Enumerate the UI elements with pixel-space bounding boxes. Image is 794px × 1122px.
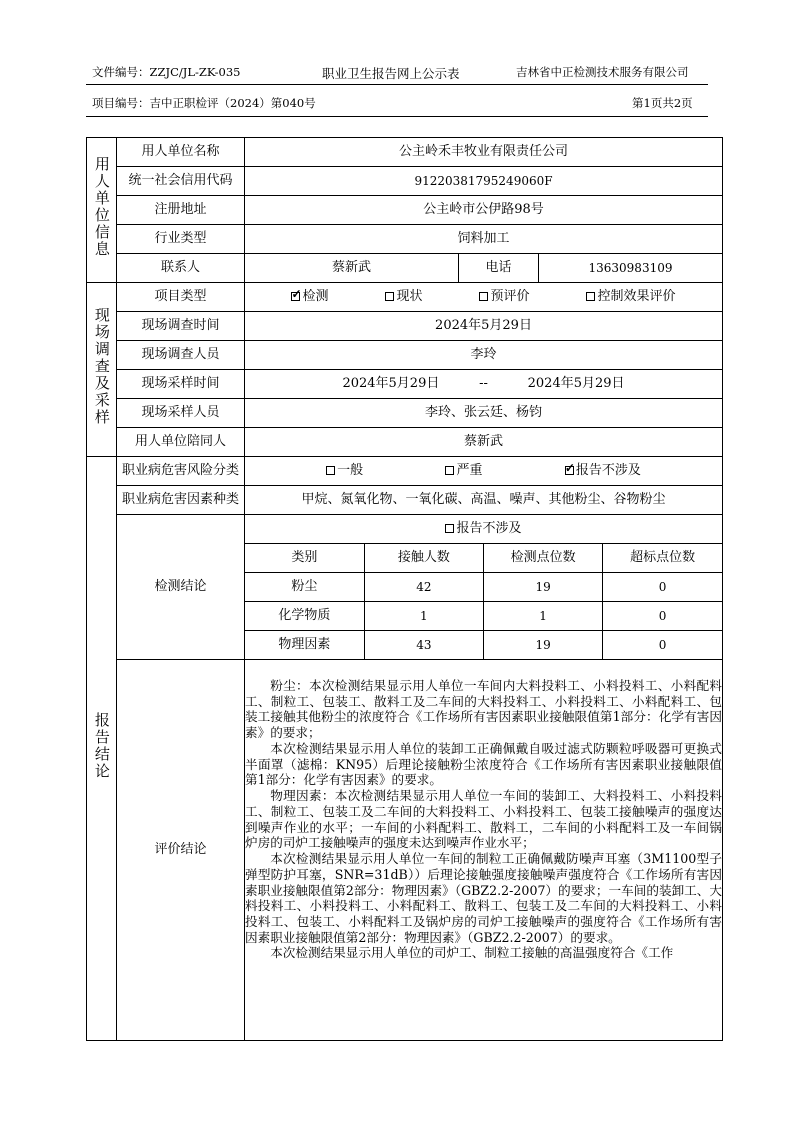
table-header-row	[245, 544, 722, 573]
checkbox-icon	[479, 292, 488, 301]
address: 公主岭市公伊路98号	[245, 196, 723, 225]
address-label: 注册地址	[117, 196, 245, 225]
exceed-cell: 0	[603, 602, 722, 631]
contact-person: 蔡新武	[245, 254, 459, 283]
sampling-time-label: 现场采样时间	[117, 370, 245, 399]
table-row	[245, 631, 722, 660]
table-row	[245, 573, 722, 602]
contact-label: 联系人	[117, 254, 245, 283]
eval-paragraph: 本次检测结果显示用人单位一车间的制粒工正确佩戴防噪声耳塞（3M1100型子弹型防护耳塞，SNR=31dB））后理论接触强度接触噪声强度符合《工作场所有害因素职业接触限值第2部分：物理因素》（GBZ2.2-2007）的要求；一车间的装卸工、大料投料工、小料投料工、小料配料工、散料工、包装工及二车间的大料投料工、小料投料工、包装工、小料配料工及锅炉房的司炉工接触噪声的强度符合《工作场所有害因素职业接触限值第2部分：物理因素》（GBZ2.2-2007）的要求。	[245, 851, 722, 945]
project-type-label: 项目类型	[117, 283, 245, 312]
sampler: 李玲、张云廷、杨钧	[245, 399, 723, 428]
exceed-cell: 0	[603, 631, 722, 660]
checkbox-icon	[445, 524, 454, 533]
column-header: 类别	[245, 544, 364, 573]
detection-not-involved[interactable]: 报告不涉及	[245, 515, 722, 544]
hazard-factors-label: 职业病危害因素种类	[117, 486, 245, 515]
phone-label: 电话	[459, 254, 539, 283]
escort-label: 用人单位陪同人	[117, 428, 245, 457]
project-type-options	[245, 283, 723, 312]
category-cell: 物理因素	[245, 631, 364, 660]
category-cell: 化学物质	[245, 602, 364, 631]
industry-label: 行业类型	[117, 225, 245, 254]
eval-paragraph: 粉尘：本次检测结果显示用人单位一车间内大料投料工、小料投料工、小料配料工、制粒工、包装工、散料工及二车间的大料投料工、小料投料工、小料配料工、包装工接触其他粉尘的浓度符合《工作场所有害因素职业接触限值第1部分：化学有害因素》的要求；	[245, 678, 722, 741]
category-cell: 粉尘	[245, 573, 364, 602]
section-report-conclusion: 报告结论	[87, 457, 117, 1041]
page-info: 第1页共2页	[632, 96, 693, 110]
detection-table	[245, 515, 722, 659]
points-cell: 19	[484, 573, 603, 602]
exposed-cell: 42	[364, 573, 483, 602]
risk-class-label: 职业病危害风险分类	[117, 457, 245, 486]
project-number: 项目编号：吉中正职检评（2024）第040号	[92, 96, 316, 110]
surveyor-label: 现场调查人员	[117, 341, 245, 370]
header-rule-top	[86, 84, 708, 85]
company-name: 吉林省中正检测技术服务有限公司	[516, 65, 689, 79]
header-rule-bottom	[86, 116, 708, 117]
exposed-cell: 43	[364, 631, 483, 660]
checkbox-checked-icon	[291, 292, 300, 301]
option-not-involved[interactable]: ✓ 报告不涉及	[565, 463, 641, 479]
sampling-start: 2024年5月29日	[342, 375, 440, 391]
points-cell: 1	[484, 602, 603, 631]
sampler-label: 现场采样人员	[117, 399, 245, 428]
employer-name-label: 用人单位名称	[117, 138, 245, 167]
checkbox-checked-icon	[565, 466, 574, 475]
section-survey-sampling: 现场调查及采样	[87, 283, 117, 457]
sampling-separator: --	[479, 375, 488, 391]
evaluation-conclusion	[245, 660, 723, 1041]
detection-conclusion	[245, 515, 723, 660]
option-general[interactable]: 一般	[326, 463, 363, 479]
hazard-factors: 甲烷、氮氧化物、一氧化碳、高温、噪声、其他粉尘、谷物粉尘	[245, 486, 723, 515]
sampling-time	[245, 370, 723, 399]
disclosure-table	[86, 137, 723, 1041]
exposed-cell: 1	[364, 602, 483, 631]
credit-code: 91220381795249060F	[245, 167, 723, 196]
evaluation-conclusion-label: 评价结论	[117, 660, 245, 1041]
risk-class-options	[245, 457, 723, 486]
survey-time: 2024年5月29日	[245, 312, 723, 341]
table-row	[245, 602, 722, 631]
section-employer-info: 用人单位信息	[87, 138, 117, 283]
survey-time-label: 现场调查时间	[117, 312, 245, 341]
doc-number: 文件编号：ZZJC/JL-ZK-035	[92, 65, 241, 79]
eval-paragraph: 物理因素：本次检测结果显示用人单位一车间的装卸工、大料投料工、小料投料工、制粒工、包装工及二车间的大料投料工、小料投料工、包装工接触噪声的强度达到噪声作业的水平；一车间的小料配料工、散料工，二车间的小料配料工及一车间锅炉房的司炉工接触噪声的强度未达到噪声作业水平；	[245, 788, 722, 851]
option-detection[interactable]: ✓ 检测	[291, 289, 328, 305]
exceed-cell: 0	[603, 573, 722, 602]
column-header: 接触人数	[364, 544, 483, 573]
option-current-status[interactable]: 现状	[385, 289, 422, 305]
phone-number: 13630983109	[539, 254, 723, 283]
checkbox-icon	[326, 466, 335, 475]
form-title: 职业卫生报告网上公示表	[322, 66, 460, 81]
checkbox-icon	[385, 292, 394, 301]
employer-name: 公主岭禾丰牧业有限责任公司	[245, 138, 723, 167]
option-control-effect[interactable]: 控制效果评价	[586, 289, 675, 305]
checkbox-icon	[586, 292, 595, 301]
checkbox-icon	[445, 466, 454, 475]
eval-paragraph: 本次检测结果显示用人单位的司炉工、制粒工接触的高温强度符合《工作	[270, 945, 674, 961]
surveyor: 李玲	[245, 341, 723, 370]
column-header: 超标点位数	[603, 544, 722, 573]
sampling-end: 2024年5月29日	[527, 375, 625, 391]
option-severe[interactable]: 严重	[445, 463, 482, 479]
column-header: 检测点位数	[484, 544, 603, 573]
detection-conclusion-label: 检测结论	[117, 515, 245, 660]
industry: 饲料加工	[245, 225, 723, 254]
escort: 蔡新武	[245, 428, 723, 457]
credit-code-label: 统一社会信用代码	[117, 167, 245, 196]
option-pre-evaluation[interactable]: 预评价	[479, 289, 529, 305]
points-cell: 19	[484, 631, 603, 660]
eval-paragraph: 本次检测结果显示用人单位的装卸工正确佩戴自吸过滤式防颗粒呼吸器可更换式半面罩（滤棉：KN95）后理论接触粉尘浓度符合《工作场所有害因素职业接触限值第1部分：化学有害因素》的要求。	[245, 740, 722, 788]
